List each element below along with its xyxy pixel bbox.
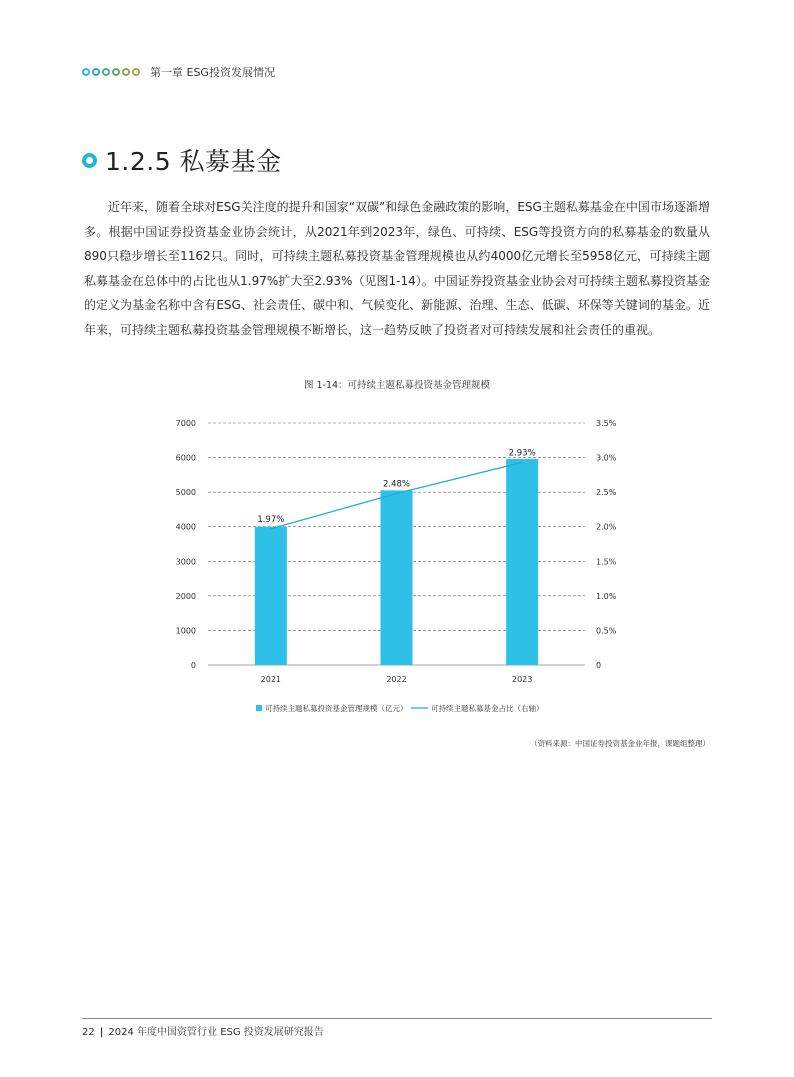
x-tick-label: 2022 [386,675,407,684]
legend-line-label: 可持续主题私募基金占比（右轴） [431,704,544,713]
y-tick-label: 5000 [175,488,196,498]
y2-tick-label: 3.0% [596,453,617,463]
legend-bar-swatch [256,705,262,711]
y2-tick-label: 1.0% [596,591,617,601]
x-tick-label: 2023 [511,675,533,684]
body-paragraph: 近年来，随着全球对ESG关注度的提升和国家“双碳”和绿色金融政策的影响，ESG主题私募基金在中国市场逐渐增多。根据中国证券投资基金业协会统计，从2021年到2023年，绿色、可持续、ESG等投资方向的私募基金的数量从890只稳步增长至1162只。同时，可持续主题私募投资基金管理规模也从约4000亿元增长至5958亿元，可持续主题私募基金在总体中的占比也从1.97%扩大至2.93%（见图1-14）。中国证券投资基金业协会对可持续主题私募投资基金的定义为基金名称中含有ESG、社会责任、碳中和、气候变化、新能源、治理、生态、低碳、环保等关键词的基金。近年来，可持续主题私募投资基金管理规模不断增长，这一趋势反映了投资者对可持续发展和社会责任的重视。 [84,200,710,337]
y2-tick-label: 2.5% [596,488,617,498]
y-tick-label: 2000 [175,591,196,601]
y-tick-label: 3000 [175,557,196,567]
y2-tick-label: 2.0% [596,522,617,532]
section-title: 1.2.5 私募基金 [105,147,282,176]
chapter-title: 第一章 ESG投资发展情况 [150,66,275,79]
y2-tick-label: 1.5% [596,557,617,567]
page-footer [82,1023,324,1038]
y-tick-label: 6000 [175,453,196,463]
x-tick-label: 2021 [260,675,282,684]
legend-bar-label: 可持续主题私募投资基金管理规模（亿元） [265,704,408,713]
y-tick-label: 1000 [175,626,196,636]
footer-separator: | [99,1027,104,1038]
y-tick-label: 0 [190,661,196,670]
bar-2022 [381,490,413,665]
bar-2023 [506,459,538,665]
y-tick-label: 4000 [175,522,196,532]
figure-source: （资料来源：中国证券投资基金业年报，课题组整理） [530,739,710,748]
report-title: 2024 年度中国资管行业 ESG 投资发展研究报告 [108,1027,324,1038]
bar-2021 [255,527,287,665]
footer-divider [82,1018,712,1019]
data-label-2023: 2.93% [508,448,536,459]
data-label-2021: 1.97% [257,514,285,525]
page-number: 22 [82,1027,95,1038]
figure-title: 图 1-14：可持续主题私募投资基金管理规模 [303,380,491,391]
y2-tick-label: 0 [596,661,602,670]
data-label-2022: 2.48% [382,479,411,490]
y2-tick-label: 3.5% [596,419,617,428]
y2-tick-label: 0.5% [596,626,617,636]
y-tick-label: 7000 [175,419,196,428]
